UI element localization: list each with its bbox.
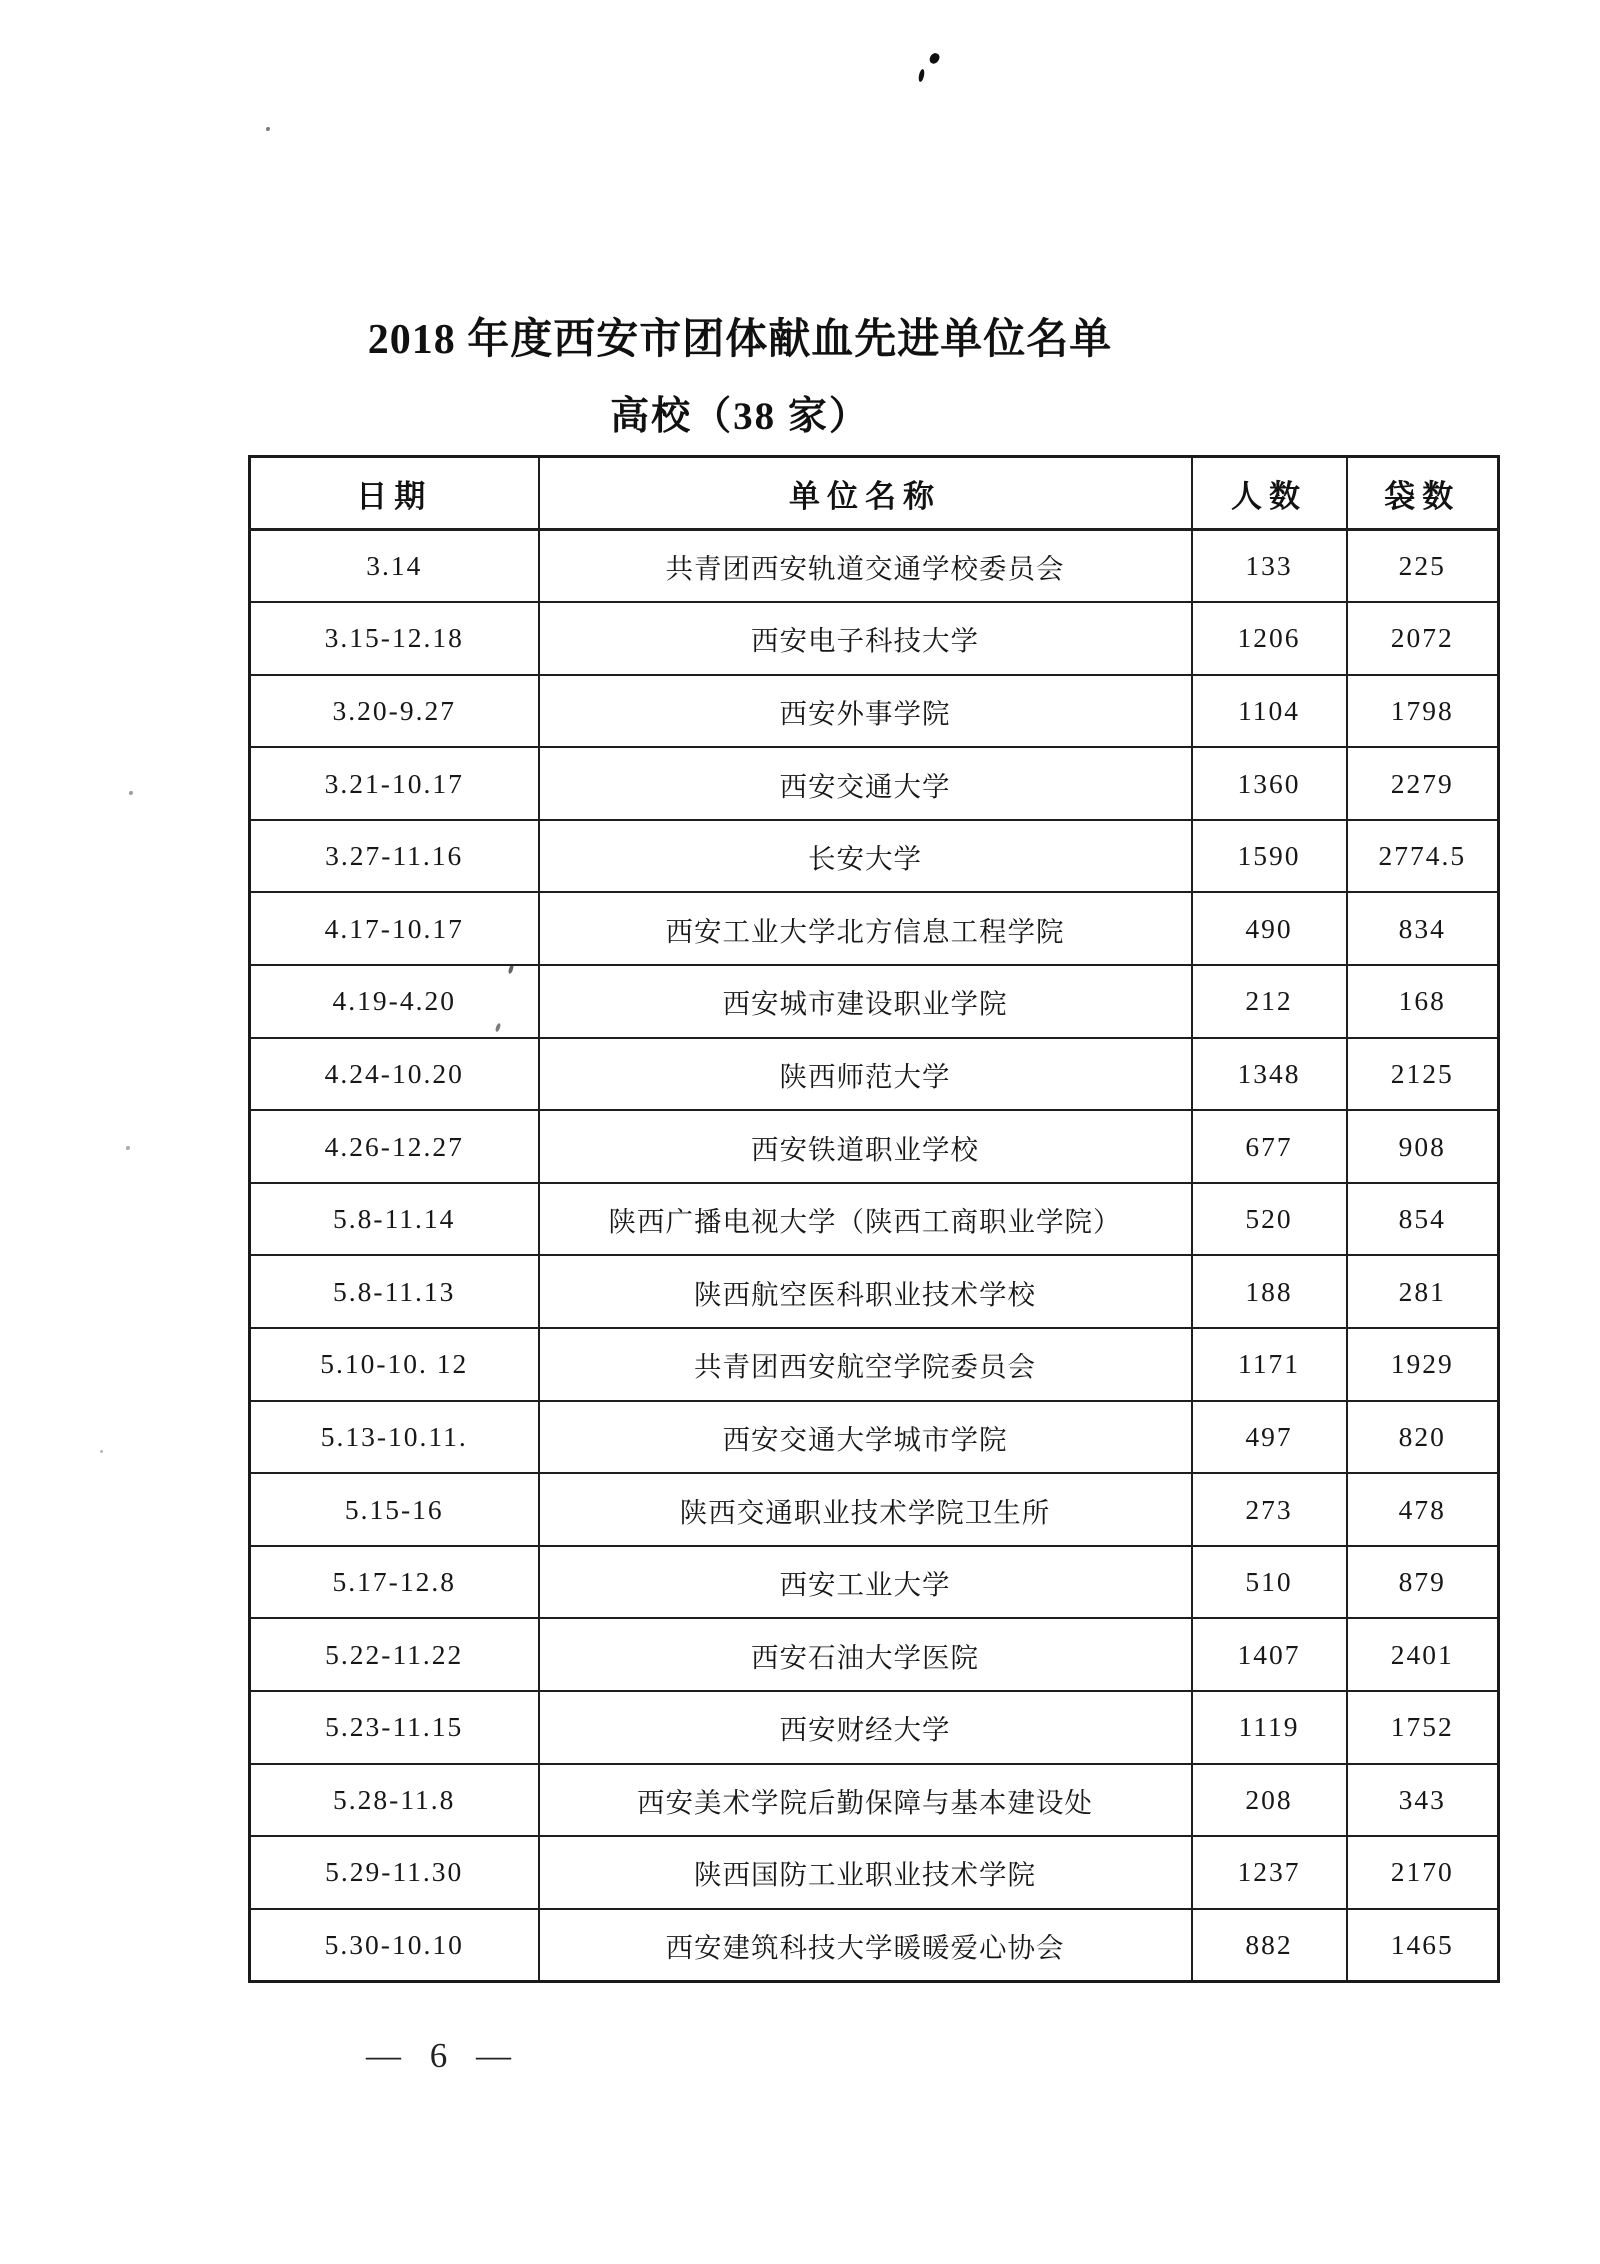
- cell-bag-count: 478: [1347, 1473, 1499, 1546]
- ink-speck: [126, 1146, 130, 1150]
- cell-bag-count: 1929: [1347, 1328, 1499, 1401]
- cell-people-count: 1119: [1192, 1691, 1347, 1764]
- cell-people-count: 1237: [1192, 1836, 1347, 1909]
- cell-date: 4.17-10.17: [250, 892, 539, 965]
- cell-bag-count: 2072: [1347, 602, 1499, 675]
- table-header: [250, 457, 1499, 530]
- cell-unit-name: 西安交通大学城市学院: [539, 1401, 1192, 1474]
- cell-date: 5.10-10. 12: [250, 1328, 539, 1401]
- ink-speck: [100, 1450, 103, 1453]
- cell-date: 3.27-11.16: [250, 820, 539, 893]
- cell-unit-name: 西安建筑科技大学暖暖爱心协会: [539, 1909, 1192, 1982]
- cell-unit-name: 共青团西安轨道交通学校委员会: [539, 530, 1192, 603]
- cell-date: 5.29-11.30: [250, 1836, 539, 1909]
- cell-people-count: 1171: [1192, 1328, 1347, 1401]
- table-row: [250, 1401, 1499, 1474]
- table-row: [250, 747, 1499, 820]
- ink-speck: [266, 127, 270, 131]
- cell-date: 3.20-9.27: [250, 675, 539, 748]
- ink-speck: [918, 69, 926, 83]
- column-header-unit: 单位名称: [539, 457, 1192, 530]
- cell-date: 3.21-10.17: [250, 747, 539, 820]
- cell-date: 5.28-11.8: [250, 1764, 539, 1837]
- cell-bag-count: 281: [1347, 1255, 1499, 1328]
- cell-date: 5.23-11.15: [250, 1691, 539, 1764]
- table-header-row: [250, 457, 1499, 530]
- table-row: [250, 1038, 1499, 1111]
- table-row: [250, 1618, 1499, 1691]
- cell-unit-name: 陕西国防工业职业技术学院: [539, 1836, 1192, 1909]
- cell-people-count: 677: [1192, 1110, 1347, 1183]
- table-row: [250, 530, 1499, 603]
- cell-bag-count: 879: [1347, 1546, 1499, 1619]
- table-row: [250, 1255, 1499, 1328]
- cell-date: 5.15-16: [250, 1473, 539, 1546]
- document-subtitle: 高校（38 家）: [610, 395, 870, 438]
- cell-bag-count: 225: [1347, 530, 1499, 603]
- table-row: [250, 892, 1499, 965]
- table-row: [250, 965, 1499, 1038]
- table-row: [250, 1691, 1499, 1764]
- cell-people-count: 1590: [1192, 820, 1347, 893]
- cell-people-count: 273: [1192, 1473, 1347, 1546]
- cell-people-count: 133: [1192, 530, 1347, 603]
- cell-bag-count: 820: [1347, 1401, 1499, 1474]
- table-row: [250, 1764, 1499, 1837]
- cell-bag-count: 2125: [1347, 1038, 1499, 1111]
- cell-bag-count: 2401: [1347, 1618, 1499, 1691]
- cell-date: 5.30-10.10: [250, 1909, 539, 1982]
- cell-unit-name: 西安美术学院后勤保障与基本建设处: [539, 1764, 1192, 1837]
- cell-bag-count: 1798: [1347, 675, 1499, 748]
- cell-people-count: 188: [1192, 1255, 1347, 1328]
- cell-people-count: 1348: [1192, 1038, 1347, 1111]
- cell-date: 5.8-11.13: [250, 1255, 539, 1328]
- table-row: [250, 1836, 1499, 1909]
- table-row: [250, 1110, 1499, 1183]
- cell-bag-count: 1752: [1347, 1691, 1499, 1764]
- cell-date: 4.24-10.20: [250, 1038, 539, 1111]
- cell-unit-name: 长安大学: [539, 820, 1192, 893]
- cell-people-count: 1360: [1192, 747, 1347, 820]
- cell-unit-name: 西安工业大学: [539, 1546, 1192, 1619]
- cell-bag-count: 168: [1347, 965, 1499, 1038]
- cell-bag-count: 2170: [1347, 1836, 1499, 1909]
- table-row: [250, 1328, 1499, 1401]
- cell-unit-name: 西安外事学院: [539, 675, 1192, 748]
- cell-unit-name: 陕西师范大学: [539, 1038, 1192, 1111]
- blood-donation-table: [248, 455, 1500, 1983]
- cell-people-count: 1104: [1192, 675, 1347, 748]
- document-title: 2018 年度西安市团体献血先进单位名单: [367, 317, 1113, 363]
- ink-speck: [129, 791, 133, 795]
- cell-people-count: 882: [1192, 1909, 1347, 1982]
- table-row: [250, 602, 1499, 675]
- table-row: [250, 1546, 1499, 1619]
- cell-date: 5.13-10.11.: [250, 1401, 539, 1474]
- column-header-bags: 袋数: [1347, 457, 1499, 530]
- cell-date: 5.22-11.22: [250, 1618, 539, 1691]
- cell-people-count: 497: [1192, 1401, 1347, 1474]
- cell-bag-count: 1465: [1347, 1909, 1499, 1982]
- table-container: [248, 455, 1500, 1983]
- table-row: [250, 820, 1499, 893]
- table-row: [250, 1183, 1499, 1256]
- cell-unit-name: 西安电子科技大学: [539, 602, 1192, 675]
- cell-unit-name: 西安城市建设职业学院: [539, 965, 1192, 1038]
- cell-unit-name: 陕西广播电视大学（陕西工商职业学院）: [539, 1183, 1192, 1256]
- page-number: — 6 —: [366, 2036, 521, 2075]
- cell-date: 4.19-4.20: [250, 965, 539, 1038]
- cell-people-count: 1206: [1192, 602, 1347, 675]
- column-header-people: 人数: [1192, 457, 1347, 530]
- cell-unit-name: 西安交通大学: [539, 747, 1192, 820]
- cell-people-count: 212: [1192, 965, 1347, 1038]
- cell-people-count: 490: [1192, 892, 1347, 965]
- cell-unit-name: 陕西航空医科职业技术学校: [539, 1255, 1192, 1328]
- cell-unit-name: 西安工业大学北方信息工程学院: [539, 892, 1192, 965]
- cell-bag-count: 2279: [1347, 747, 1499, 820]
- column-header-date: 日期: [250, 457, 539, 530]
- cell-unit-name: 西安铁道职业学校: [539, 1110, 1192, 1183]
- cell-people-count: 208: [1192, 1764, 1347, 1837]
- cell-unit-name: 西安财经大学: [539, 1691, 1192, 1764]
- cell-date: 3.14: [250, 530, 539, 603]
- cell-unit-name: 共青团西安航空学院委员会: [539, 1328, 1192, 1401]
- table-body: [250, 530, 1499, 1982]
- cell-people-count: 510: [1192, 1546, 1347, 1619]
- cell-people-count: 1407: [1192, 1618, 1347, 1691]
- cell-date: 5.17-12.8: [250, 1546, 539, 1619]
- cell-date: 3.15-12.18: [250, 602, 539, 675]
- cell-bag-count: 854: [1347, 1183, 1499, 1256]
- table-row: [250, 1909, 1499, 1982]
- table-row: [250, 1473, 1499, 1546]
- ink-speck: [928, 52, 941, 66]
- table-row: [250, 675, 1499, 748]
- cell-unit-name: 西安石油大学医院: [539, 1618, 1192, 1691]
- cell-date: 5.8-11.14: [250, 1183, 539, 1256]
- cell-bag-count: 343: [1347, 1764, 1499, 1837]
- cell-bag-count: 908: [1347, 1110, 1499, 1183]
- cell-bag-count: 2774.5: [1347, 820, 1499, 893]
- cell-date: 4.26-12.27: [250, 1110, 539, 1183]
- cell-bag-count: 834: [1347, 892, 1499, 965]
- cell-people-count: 520: [1192, 1183, 1347, 1256]
- cell-unit-name: 陕西交通职业技术学院卫生所: [539, 1473, 1192, 1546]
